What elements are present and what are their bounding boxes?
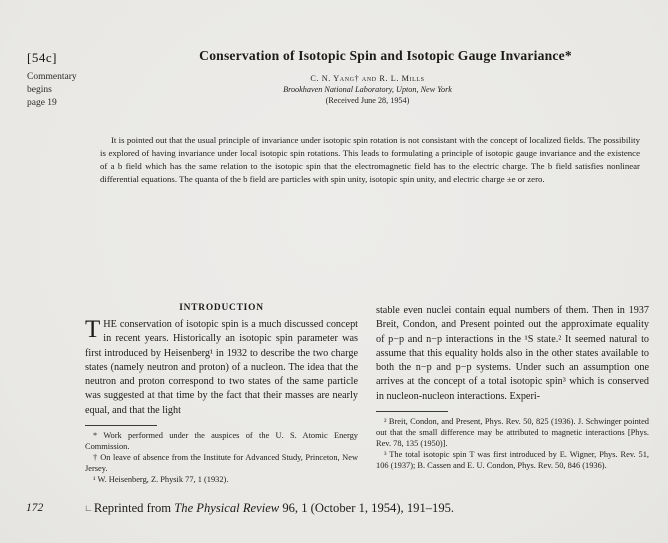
- reprint-prefix: Reprinted from: [93, 501, 175, 515]
- two-column-body: [85, 303, 650, 485]
- footnote-breit-condon-ref: ² Breit, Condon, and Present, Phys. Rev. 50, 825 (1936). J. Schwinger pointed out that the small difference may be attributed to magnetic interactions [Phys. Rev. 78, 135 (1950)].: [376, 417, 649, 449]
- paper-header: [85, 48, 650, 105]
- authors-line: C. N. Yang† and R. L. Mills: [310, 74, 425, 83]
- reprint-citation: 96, 1 (October 1, 1954), 191–195.: [279, 501, 455, 515]
- commentary-line: begins: [27, 85, 52, 95]
- left-column: [85, 303, 358, 485]
- footnote-wigner-cassen-ref: ³ The total isotopic spin T was first introduced by E. Wigner, Phys. Rev. 51, 106 (1937); B. Cassen and E. U. Condon, Phys. Rev. 50, 846 (1936).: [376, 450, 649, 471]
- introduction-left-text: HE conservation of isotopic spin is a much discussed concept in recent years. Historically an isotopic spin parameter was first introduced by Heisenberg¹ in 1932 to describe the two charge states (namely neutron and proton) of a nucleon. The idea that the neutron and proton correspond to two states of the same particle was suggested at that time by the fact that their masses are nearly equal, and that the light: [85, 319, 358, 416]
- abstract-text: It is pointed out that the usual principle of invariance under isotopic spin rotation is not consistant with the concept of localized fields. The possibility is explored of having invariance under local isotopic spin rotations. This leads to formulating a principle of isotopic gauge invariance and the existence of a b field which has the same relation to the isotopic spin that the electromagnetic field has to the electric charge. The b field satisfies nonlinear differential equations. The quanta of the b field are particles with spin unity, isotopic spin unity, and electric charge ±e or zero.: [100, 134, 640, 184]
- dropcap-letter: T: [85, 316, 101, 343]
- footnote-heisenberg-ref: ¹ W. Heisenberg, Z. Physik 77, 1 (1932).: [93, 475, 229, 485]
- reprint-reference-tag: [54c]: [27, 50, 57, 65]
- footnote-work-auspices: * Work performed under the auspices of the U. S. Atomic Energy Commission.: [85, 431, 358, 452]
- paper-title: Conservation of Isotopic Spin and Isotopic Gauge Invariance*: [199, 48, 572, 63]
- footnote-leave-absence: † On leave of absence from the Institute for Advanced Study, Princeton, New Jersey.: [85, 453, 358, 474]
- introduction-paragraph-right: stable even nuclei contain equal numbers of them. Then in 1937 Breit, Condon, and Present pointed out the approximate equality of p−p and n−p interactions in the ¹S state.² It seemed natural to assume that this equality holds also in the other states available to both the n−p and p−p systems. Under such an assumption one arrives at the concept of a total isotopic spin³ which is conserved in nucleon-nucleon interactions. Experi-: [376, 305, 649, 402]
- journal-name: The Physical Review: [174, 501, 280, 515]
- footnote-rule: [376, 411, 448, 412]
- introduction-paragraph-left: [85, 318, 358, 418]
- commentary-line: Commentary: [27, 72, 77, 82]
- page-footer: [0, 501, 668, 519]
- page-number: 172: [26, 502, 44, 514]
- reprint-corner-mark: ∟: [84, 503, 93, 513]
- footnote-rule: [85, 425, 157, 426]
- commentary-line: page 19: [27, 98, 57, 108]
- section-heading-introduction: INTRODUCTION: [179, 303, 264, 313]
- received-date-line: (Received June 28, 1954): [325, 96, 410, 105]
- right-column: [376, 303, 649, 485]
- reprint-source-line: [84, 501, 454, 516]
- affiliation-line: Brookhaven National Laboratory, Upton, New York: [283, 85, 452, 94]
